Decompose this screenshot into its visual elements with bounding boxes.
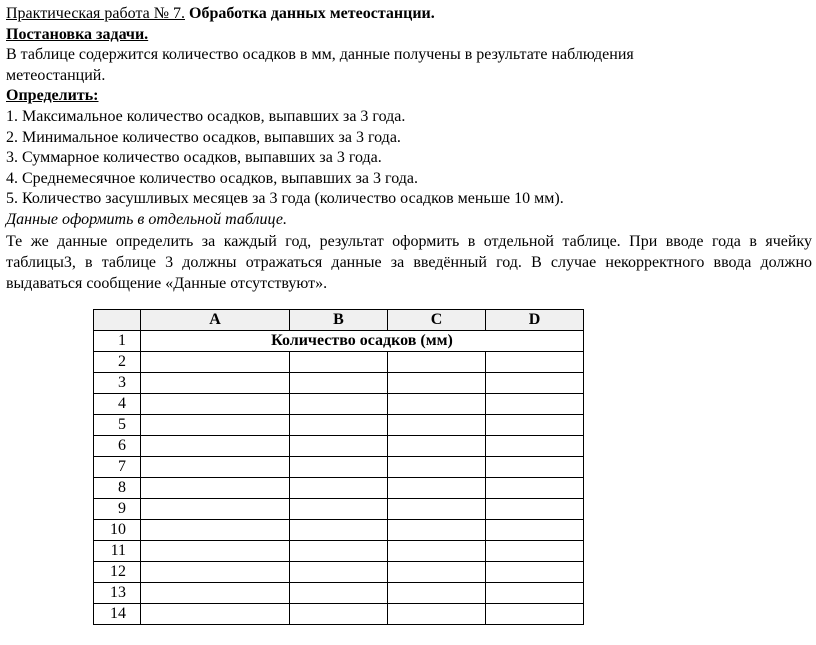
row-number: 2 xyxy=(94,352,141,373)
task-list xyxy=(6,107,814,210)
corner-cell xyxy=(94,310,141,331)
column-header-row xyxy=(94,310,584,331)
cell[interactable] xyxy=(486,520,584,541)
table-row xyxy=(94,541,584,562)
table-row xyxy=(94,478,584,499)
cell[interactable] xyxy=(290,394,388,415)
spreadsheet-table xyxy=(93,309,584,625)
cell[interactable] xyxy=(290,352,388,373)
row-number: 1 xyxy=(94,331,141,352)
determine-heading-line xyxy=(6,86,814,107)
year-paragraph: Те же данные определить за каждый год, результат оформить в отдельной таблице. При вводе года в ячейку таблицы3, в таблице 3 должны отражаться данные за введённый год. В случае некорректного ввода должно выдаваться сообщение «Данные отсутствуют». xyxy=(6,232,812,292)
problem-text-1: В таблице содержится количество осадков в мм, данные получены в результате наблюдения xyxy=(6,46,634,64)
cell[interactable] xyxy=(141,436,290,457)
column-header-c: C xyxy=(388,310,486,331)
table-row xyxy=(94,520,584,541)
merged-title-cell[interactable]: Количество осадков (мм) xyxy=(141,331,584,352)
cell[interactable] xyxy=(388,562,486,583)
table-row xyxy=(94,373,584,394)
table-row xyxy=(94,436,584,457)
column-header-b: B xyxy=(290,310,388,331)
cell[interactable] xyxy=(486,541,584,562)
cell[interactable] xyxy=(388,352,486,373)
table-row xyxy=(94,457,584,478)
cell[interactable] xyxy=(388,499,486,520)
cell[interactable] xyxy=(486,436,584,457)
work-number: Практическая работа № 7. xyxy=(6,5,185,22)
cell[interactable] xyxy=(486,457,584,478)
problem-heading-line xyxy=(6,25,814,46)
task-item: 2. Минимальное количество осадков, выпавших за 3 года. xyxy=(6,128,401,146)
cell[interactable] xyxy=(388,394,486,415)
cell[interactable] xyxy=(388,373,486,394)
cell[interactable] xyxy=(141,520,290,541)
cell[interactable] xyxy=(388,583,486,604)
row-number: 6 xyxy=(94,436,141,457)
table-row xyxy=(94,352,584,373)
table-row xyxy=(94,499,584,520)
cell[interactable] xyxy=(486,394,584,415)
cell[interactable] xyxy=(141,604,290,625)
cell[interactable] xyxy=(486,415,584,436)
cell[interactable] xyxy=(486,562,584,583)
determine-heading: Определить: xyxy=(6,87,99,105)
row-number: 3 xyxy=(94,373,141,394)
cell[interactable] xyxy=(290,499,388,520)
table-row xyxy=(94,415,584,436)
table-row xyxy=(94,562,584,583)
row-number: 13 xyxy=(94,583,141,604)
title-line xyxy=(6,4,814,25)
cell[interactable] xyxy=(141,541,290,562)
row-number: 12 xyxy=(94,562,141,583)
task-item: 5. Количество засушливых месяцев за 3 года (количество осадков меньше 10 мм). xyxy=(6,190,564,208)
format-note: Данные оформить в отдельной таблице. xyxy=(6,210,287,228)
row-number: 5 xyxy=(94,415,141,436)
table-row xyxy=(94,604,584,625)
cell[interactable] xyxy=(141,499,290,520)
cell[interactable] xyxy=(486,499,584,520)
cell[interactable] xyxy=(388,604,486,625)
column-header-d: D xyxy=(486,310,584,331)
cell[interactable] xyxy=(290,478,388,499)
cell[interactable] xyxy=(141,373,290,394)
cell[interactable] xyxy=(486,373,584,394)
row-number: 4 xyxy=(94,394,141,415)
cell[interactable] xyxy=(290,520,388,541)
cell[interactable] xyxy=(388,457,486,478)
cell[interactable] xyxy=(141,562,290,583)
cell[interactable] xyxy=(388,415,486,436)
cell[interactable] xyxy=(141,583,290,604)
row-number: 9 xyxy=(94,499,141,520)
problem-text-2: метеостанций. xyxy=(6,66,106,84)
cell[interactable] xyxy=(290,604,388,625)
cell[interactable] xyxy=(141,415,290,436)
cell[interactable] xyxy=(290,457,388,478)
cell[interactable] xyxy=(141,457,290,478)
cell[interactable] xyxy=(141,478,290,499)
table-row xyxy=(94,331,584,352)
row-number: 11 xyxy=(94,541,141,562)
cell[interactable] xyxy=(486,583,584,604)
problem-heading: Постановка задачи. xyxy=(6,25,149,43)
cell[interactable] xyxy=(290,541,388,562)
work-title: Обработка данных метеостанции. xyxy=(189,5,435,22)
row-number: 10 xyxy=(94,520,141,541)
cell[interactable] xyxy=(290,562,388,583)
row-number: 7 xyxy=(94,457,141,478)
cell[interactable] xyxy=(290,373,388,394)
cell[interactable] xyxy=(290,415,388,436)
task-item: 4. Среднемесячное количество осадков, выпавших за 3 года. xyxy=(6,169,418,187)
document xyxy=(6,4,814,294)
cell[interactable] xyxy=(486,478,584,499)
cell[interactable] xyxy=(388,436,486,457)
row-number: 14 xyxy=(94,604,141,625)
cell[interactable] xyxy=(141,352,290,373)
column-header-a: A xyxy=(141,310,290,331)
cell[interactable] xyxy=(388,541,486,562)
cell[interactable] xyxy=(141,394,290,415)
cell[interactable] xyxy=(388,478,486,499)
task-item: 1. Максимальное количество осадков, выпавших за 3 года. xyxy=(6,107,406,125)
cell[interactable] xyxy=(486,352,584,373)
cell[interactable] xyxy=(290,583,388,604)
cell[interactable] xyxy=(388,520,486,541)
table-row xyxy=(94,583,584,604)
cell[interactable] xyxy=(290,436,388,457)
cell[interactable] xyxy=(486,604,584,625)
row-number: 8 xyxy=(94,478,141,499)
table-row xyxy=(94,394,584,415)
task-item: 3. Суммарное количество осадков, выпавших за 3 года. xyxy=(6,149,382,167)
